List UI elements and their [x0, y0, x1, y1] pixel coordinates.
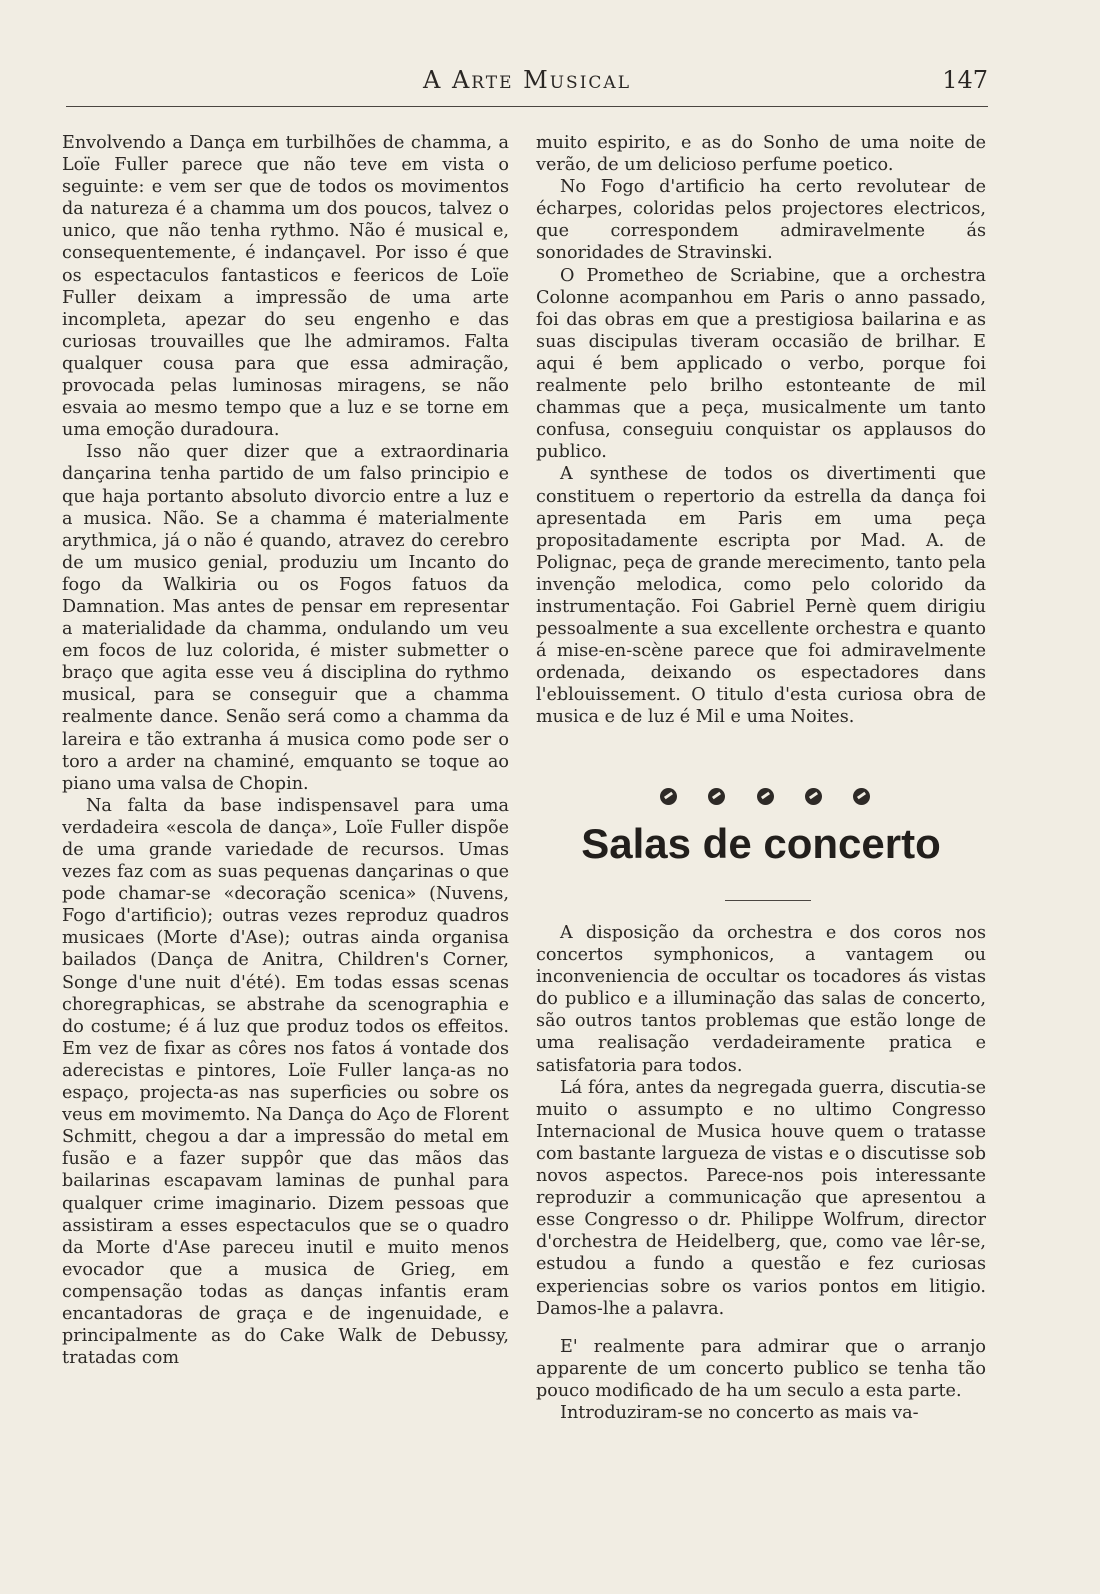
fleuron-icon: [853, 788, 870, 805]
right-column-bottom: [536, 922, 986, 1512]
right-column-top: [536, 132, 986, 782]
paragraph: muito espirito, e as do Sonho de uma noite de verão, de um delicioso perfume poetico.: [536, 133, 986, 176]
paragraph: Isso não quer dizer que a extraordinaria dançarina tenha partido de um falso principio e que haja portanto absoluto divorcio entre a luz e a musica. Não. Se a chamma é materialmente arythmica, já o não é quando, atravez do cerebro de um musico genial, produziu um Incanto do fogo da Walkiria ou os Fogos fatuos da Damnation. Mas antes de pensar em representar a materialidade da chamma, ondulando um veu em focos de luz colorida, é mister submetter o braço que agita esse veu á disciplina do rythmo musical, para se conseguir que a chamma realmente dance. Senão será como a chamma da lareira e tão extranha á musica como pode ser o toro a arder na chaminé, emquanto se toque ao piano uma valsa de Chopin.: [62, 442, 509, 794]
section-ornaments: [660, 788, 870, 805]
paragraph: No Fogo d'artificio ha certo revolutear de écharpes, coloridas pelos projectores electricos, que correspondem admiravelmente ás sonoridades de Stravinski.: [536, 177, 986, 264]
page-number: 147: [942, 66, 988, 94]
section-title: Salas de concerto: [581, 820, 941, 867]
fleuron-icon: [660, 788, 677, 805]
paragraph: E' realmente para admirar que o arranjo apparente de um concerto publico se tenha tão pouco modificado de ha um seculo a esta parte.: [536, 1336, 986, 1401]
paragraph: A disposição da orchestra e dos coros nos concertos symphonicos, a vantagem ou inconveniencia de occultar os tocadores ás vistas do publico e a illuminação das salas de concerto, são outros tantos problemas que estão longe de uma realisação verdadeiramente pratica e satisfatoria para todos.: [536, 923, 986, 1076]
paragraph: Introduziram-se no concerto as mais va-: [560, 1402, 919, 1423]
fleuron-icon: [805, 788, 822, 805]
left-column: [62, 132, 509, 1552]
paragraph: A synthese de todos os divertimenti que constituem o repertorio da estrella da dança foi apresentada em Paris em uma peça propositadamente escripta por Mad. A. de Polignac, peça de grande merecimento, tanto pela invenção melodica, como pelo colorido da instrumentação. Foi Gabriel Pernè quem dirigiu pessoalmente a sua excellente orchestra e quanto á mise-en-scène parece que foi admiravelmente ordenada, deixando os espectadores dans l'eblouissement. O titulo d'esta curiosa obra de musica e de luz é Mil e uma Noites.: [536, 464, 986, 728]
running-title: A Arte Musical: [422, 66, 631, 94]
paragraph: Envolvendo a Dança em turbilhões de chamma, a Loïe Fuller parece que não teve em vista o seguinte: e vem ser que de todos os movimentos da natureza é a chamma um dos poucos, talvez o unico, que não tenha rythmo. Não é musical e, consequentemente, é indançavel. Por isso é que os espectaculos fantasticos e feericos de Loïe Fuller deixam a impressão de uma arte incompleta, apezar do seu engenho e das curiosas trouvailles que lhe admiramos. Falta qualquer cousa para que essa admiração, provocada pelas luminosas miragens, se não esvaia ao mesmo tempo que a luz e se torne em uma emoção duradoura.: [62, 133, 509, 441]
page-header: [66, 66, 988, 100]
fleuron-icon: [708, 788, 725, 805]
paragraph: Lá fóra, antes da negregada guerra, discutia-se muito o assumpto e no ultimo Congresso Internacional de Musica houve quem o tratasse com bastante largueza de vistas e o discutisse sob novos aspectos. Parece-nos pois interessante reproduzir a communicação que apresentou a esse Congresso o dr. Philippe Wolfrum, director d'orchestra de Heidelberg, que, como vae lêr-se, estudou a fundo a questão e fez curiosas experiencias sobre os varios pontos em litigio. Damos-lhe a palavra.: [536, 1077, 986, 1319]
paragraph: Na falta da base indispensavel para uma verdadeira «escola de dança», Loïe Fuller dispõe de uma grande variedade de recursos. Umas vezes faz com as suas pequenas dançarinas o que pode chamar-se «decoração scenica» (Nuvens, Fogo d'artificio); outras vezes reproduz quadros musicaes (Morte d'Ase); outras ainda organisa bailados (Dança de Anitra, Children's Corner, Songe d'une nuit d'été). Em todas essas scenas choregraphicas, se abstrahe da scenographia e do costume; é á luz que produz todos os effeitos. Em vez de fixar as côres nos fatos á vontade dos aderecistas e pintores, Loïe Fuller lança-as no espaço, projecta-as nas superficies ou sobre os veus em movimemto. Na Dança do Aço de Florent Schmitt, chegou a dar a impressão do metal em fusão e a fazer suppôr que das mãos das bailarinas escapavam laminas de punhal para qualquer crime imaginario. Dizem pessoas que assistiram a esses espectaculos que se o quadro da Morte d'Ase pareceu inutil e muito menos evocador que a musica de Grieg, em compensação todas as danças infantis eram encantadoras de graça e de ingenuidade, e principalmente as do Cake Walk de Debussy, tratadas com: [62, 795, 509, 1369]
header-rule: [66, 106, 988, 107]
section-rule: [725, 900, 811, 901]
paragraph: O Prometheo de Scriabine, que a orchestra Colonne acompanhou em Paris o anno passado, foi das obras em que a prestigiosa bailarina e as suas discipulas tiveram occasião de brilhar. E aqui é bem applicado o verbo, porque foi realmente pelo brilho estonteante de mil chammas que a peça, musicalmente um tanto confusa, conseguiu conquistar os applausos do publico.: [536, 265, 986, 463]
fleuron-icon: [757, 788, 774, 805]
